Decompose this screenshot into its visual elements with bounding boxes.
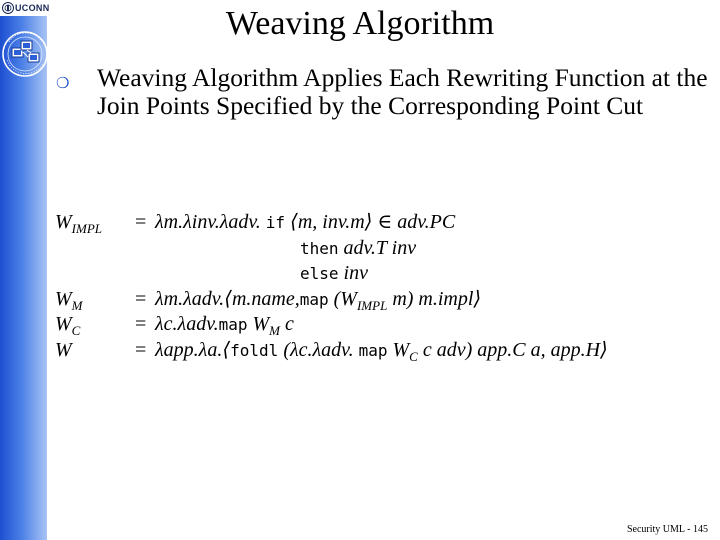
equals-sign: =	[135, 287, 147, 310]
keyword-if: if	[265, 213, 286, 232]
uconn-wordmark: UCONN	[15, 3, 50, 13]
equation-row-then	[55, 236, 715, 262]
bullet-text: Weaving Algorithm Applies Each Rewriting Function at the Join Points Specified by the Corresponding Point Cut	[97, 63, 708, 120]
equation-lhs: $W_C$	[55, 313, 81, 338]
keyword-else: else	[300, 264, 339, 283]
equation-lhs: $W_{IMPL}$	[55, 211, 103, 236]
equation-continuation: else inv	[300, 262, 368, 284]
keyword-map: map	[358, 340, 388, 360]
equals-sign: =	[135, 313, 147, 335]
equation-row-wimpl	[55, 210, 715, 236]
equation-row-wc	[55, 312, 715, 338]
slide-footer: Security UML - 145	[626, 524, 708, 535]
equation-lhs: $W_M$	[55, 287, 83, 313]
keyword-then: then	[300, 238, 339, 258]
equation-row-wm	[55, 287, 715, 313]
equation-rhs: λc.λadv.map $W_M$ c	[155, 313, 294, 338]
equation-rhs: λm.λadv.⟨m.name,map ($W_{IMPL}$ m) m.impl⟩	[155, 287, 482, 313]
equation-lhs: W	[55, 338, 72, 361]
equation-row-else	[55, 261, 715, 287]
equation-row-w	[55, 338, 715, 364]
keyword-map: map	[299, 289, 329, 309]
equation-continuation: then adv.T inv	[300, 236, 417, 259]
keyword-map: map	[218, 315, 248, 334]
weaving-equations	[55, 210, 715, 363]
slide-title: Weaving Algorithm	[225, 5, 495, 42]
bullet-m-icon: ❍	[56, 74, 70, 92]
equation-rhs: λm.λinv.λadv. if ⟨m, inv.m⟩ ∈ adv.PC	[155, 211, 456, 233]
equals-sign: =	[135, 338, 147, 361]
equals-sign: =	[135, 211, 147, 233]
equation-rhs: λapp.λa.⟨foldl (λc.λadv. map $W_C$ c adv) app.C a, app.H⟩	[155, 338, 608, 364]
keyword-foldl: foldl	[230, 340, 279, 360]
